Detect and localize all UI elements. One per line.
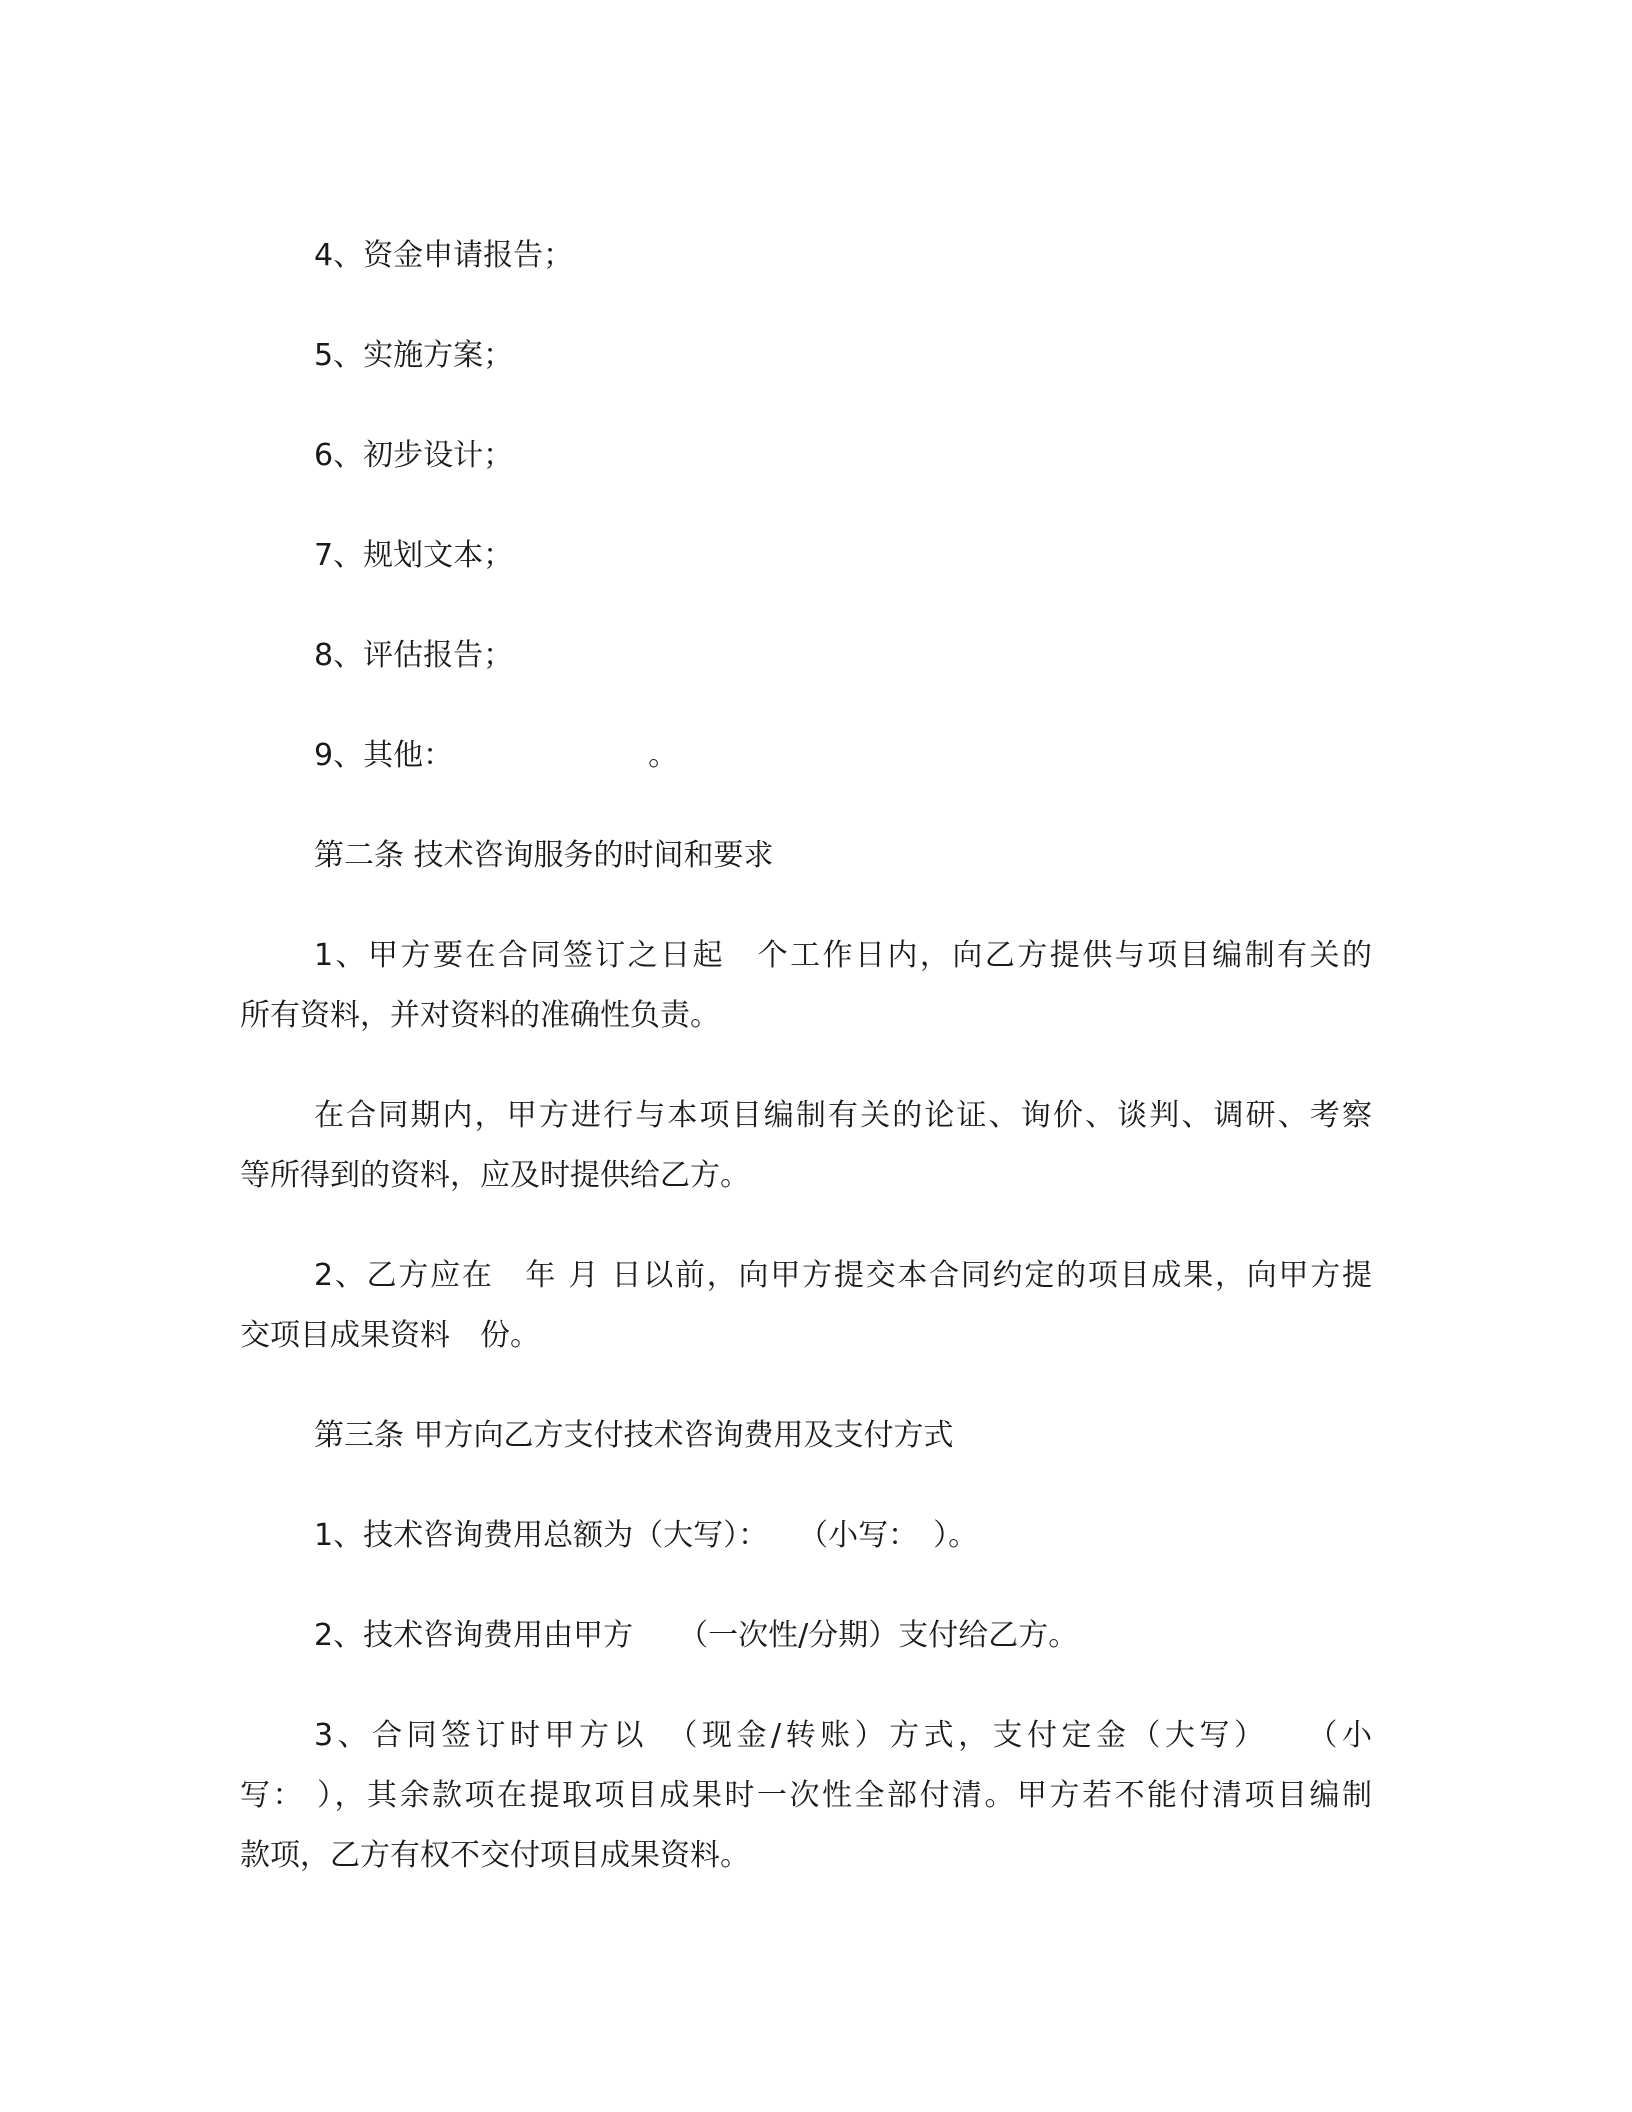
article-2-clause-1 [240,926,1372,1046]
paragraph-line: 款项，乙方有权不交付项目成果资料。 [240,1838,750,1873]
paragraph-line: 写： ），其余款项在提取项目成果时一次性全部付清。甲方若不能付清项目编制 [240,1778,1372,1813]
paragraph-line: 2、乙方应在 年 月 日以前，向甲方提交本合同约定的项目成果，向甲方提 [314,1258,1372,1293]
list-item-4 [240,226,1372,286]
article-2-clause-1-note [240,1086,1372,1206]
list-item-6 [240,426,1372,486]
list-item-5 [240,326,1372,386]
list-item-9-other [240,726,1372,786]
section-heading: 第三条 甲方向乙方支付技术咨询费用及支付方式 [314,1418,954,1453]
paragraph-line: 所有资料，并对资料的准确性负责。 [240,998,720,1033]
article-3-clause-2 [240,1606,1372,1666]
paragraph-line: 交项目成果资料 份。 [240,1318,540,1353]
paragraph-line: 5、实施方案； [314,338,514,373]
document-body [240,226,1372,1926]
paragraph-line: 2、技术咨询费用由甲方 （一次性/分期）支付给乙方。 [314,1618,1079,1653]
article-3-heading [240,1406,1372,1466]
paragraph-line: 1、甲方要在合同签订之日起 个工作日内，向乙方提供与项目编制有关的 [314,938,1372,973]
paragraph-line: 7、规划文本； [314,538,514,573]
section-heading: 第二条 技术咨询服务的时间和要求 [314,838,774,873]
list-item-7 [240,526,1372,586]
paragraph-line: 8、评估报告； [314,638,514,673]
article-3-clause-1 [240,1506,1372,1566]
paragraph-line: 等所得到的资料，应及时提供给乙方。 [240,1158,750,1193]
paragraph-line: 在合同期内，甲方进行与本项目编制有关的论证、询价、谈判、调研、考察 [314,1098,1372,1133]
article-2-heading [240,826,1372,886]
paragraph-line: 4、资金申请报告； [314,238,574,273]
paragraph-line: 3、合同签订时甲方以 （现金/转账）方式，支付定金（大写） （小 [314,1718,1372,1753]
paragraph-line: 9、其他： 。 [314,738,679,773]
paragraph-line: 6、初步设计； [314,438,514,473]
article-2-clause-2 [240,1246,1372,1366]
paragraph-line: 1、技术咨询费用总额为（大写）： （小写： ）。 [314,1518,979,1553]
list-item-8 [240,626,1372,686]
article-3-clause-3 [240,1706,1372,1886]
